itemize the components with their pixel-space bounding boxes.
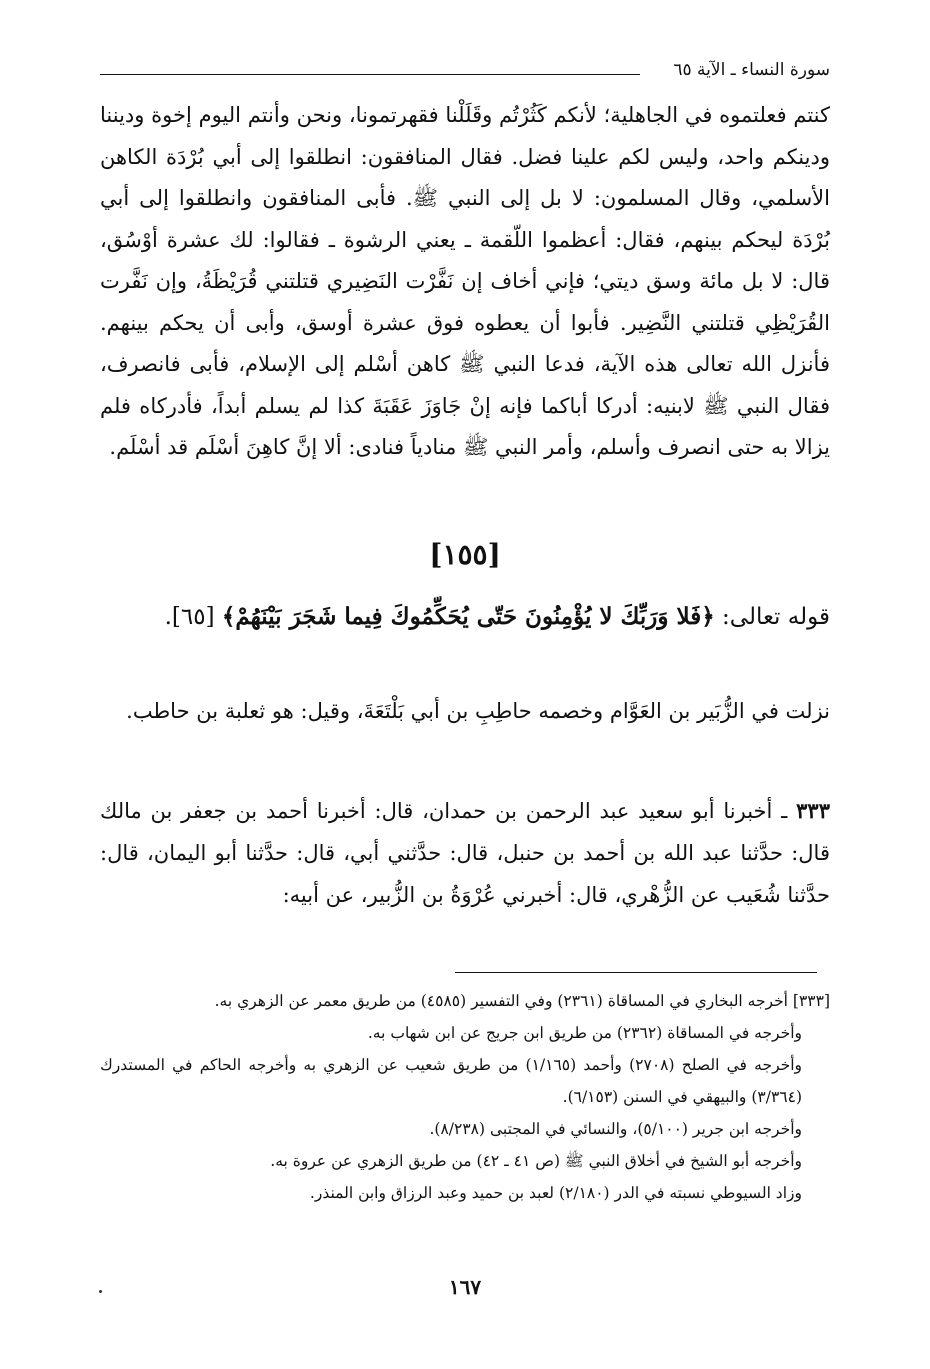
footnote-rule [455, 972, 817, 973]
header-rule [100, 74, 640, 75]
verse-reference: [٦٥]. [164, 604, 215, 630]
verse-block [100, 595, 830, 639]
footnote-line: وأخرجه في المساقاة (٢٣٦٢) من طريق ابن جريج عن ابن شهاب به. [367, 1024, 802, 1042]
footnote-line: [٣٣٣] أخرجه البخاري في المساقاة (٢٣٦١) وفي التفسير (٤٥٨٥) من طريق معمر عن الزهري به. [214, 992, 830, 1010]
page-number: ١٦٧ [448, 1275, 482, 1299]
hadith-chain [100, 790, 830, 916]
revelation-note: نزلت في الزُّبَير بن العَوَّام وخصمه حاطِبِ بن أبي بَلْتَعَةَ، وقيل: هو ثعلبة بن حاطب. [126, 699, 830, 723]
main-text [100, 95, 830, 469]
hadith-number: ٣٣٣ [796, 798, 830, 823]
running-title: سورة النساء ـ الآية ٦٥ [673, 60, 830, 80]
footnote-line: وأخرجه ابن جرير (٥/١٠٠)، والنسائي في المجتبى (٨/٢٣٨). [429, 1120, 802, 1138]
verse-intro: قوله تعالى: [722, 604, 830, 630]
hadith-isnad: ـ أخبرنا أبو سعيد عبد الرحمن بن حمدان، قال: أخبرنا أحمد بن جعفر بن مالك قال: حدَّثنا عبد الله بن أحمد بن حنبل، قال: حدَّثني أبي، قال: حدَّثنا أبو اليمان، قال: حدَّثنا شُعَيب عن الزُّهْري، قال: أخبرني عُرْوَةُ بن الزُّبير، عن أبيه: [100, 799, 830, 907]
footnotes [100, 985, 830, 1209]
running-header [100, 58, 830, 88]
footnote-line: وأخرجه أبو الشيخ في أخلاق النبي ﷺ (ص ٤١ ـ ٤٢) من طريق الزهري عن عروة به. [270, 1152, 802, 1170]
body-paragraph: كنتم فعلتموه في الجاهلية؛ لأنكم كَثُرْتُم وقَلَلْنا فقهرتمونا، ونحن وأنتم اليوم إخوة وديننا ودينكم واحد، وليس لكم علينا فضل. فقال المنافقون: انطلقوا إلى أبي بُرْدَة الكاهن الأسلمي، وقال المسلمون: لا بل إلى النبي ﷺ. فأبى المنافقون وانطلقوا إلى أبي بُرْدَة ليحكم بينهم، فقال: أعظموا اللّقمة ـ يعني الرشوة ـ فقالوا: لك عشرة أوْسُق، قال: لا بل مائة وسق ديتي؛ فإني أخاف إن نَفَّرْت النَضِيري قتلتني قُرَيْظَةُ، وإن نَفَّرت القُرَيْظِي قتلتني النَّضِير. فأبوا أن يعطوه فوق عشرة أوسق، وأبى أن يحكم بينهم. فأنزل الله تعالى هذه الآية، فدعا النبي ﷺ كاهن أسْلم إلى الإسلام، فأبى فانصرف، فقال النبي ﷺ لابنيه: أدركا أباكما فإنه إنْ جَاوَزَ عَقَبَةَ كذا لم يسلم أبداً، فأدركاه فلم يزالا به حتى انصرف وأسلم، وأمر النبي ﷺ منادياً فنادى: ألا إنَّ كاهِنَ أسْلَم قد أسْلَم. [100, 103, 830, 459]
section-number: [١٥٥] [429, 538, 501, 571]
scan-speck [99, 1290, 102, 1293]
quran-verse: ﴿فَلا وَرَبِّكَ لا يُؤْمِنُونَ حَتّى يُحَكِّمُوكَ فِيما شَجَرَ بَيْنَهُمْ﴾ [221, 603, 715, 630]
footnote-line: وأخرجه في الصلح (٢٧٠٨) وأحمد (١/١٦٥) من طريق شعيب عن الزهري به وأخرجه الحاكم في المستدرك (٣/٣٦٤) والبيهقي في السنن (٦/١٥٣). [100, 1056, 802, 1106]
footnote-line: وزاد السيوطي نسبته في الدر (٢/١٨٠) لعبد بن حميد وعبد الرزاق وابن المنذر. [309, 1184, 802, 1202]
